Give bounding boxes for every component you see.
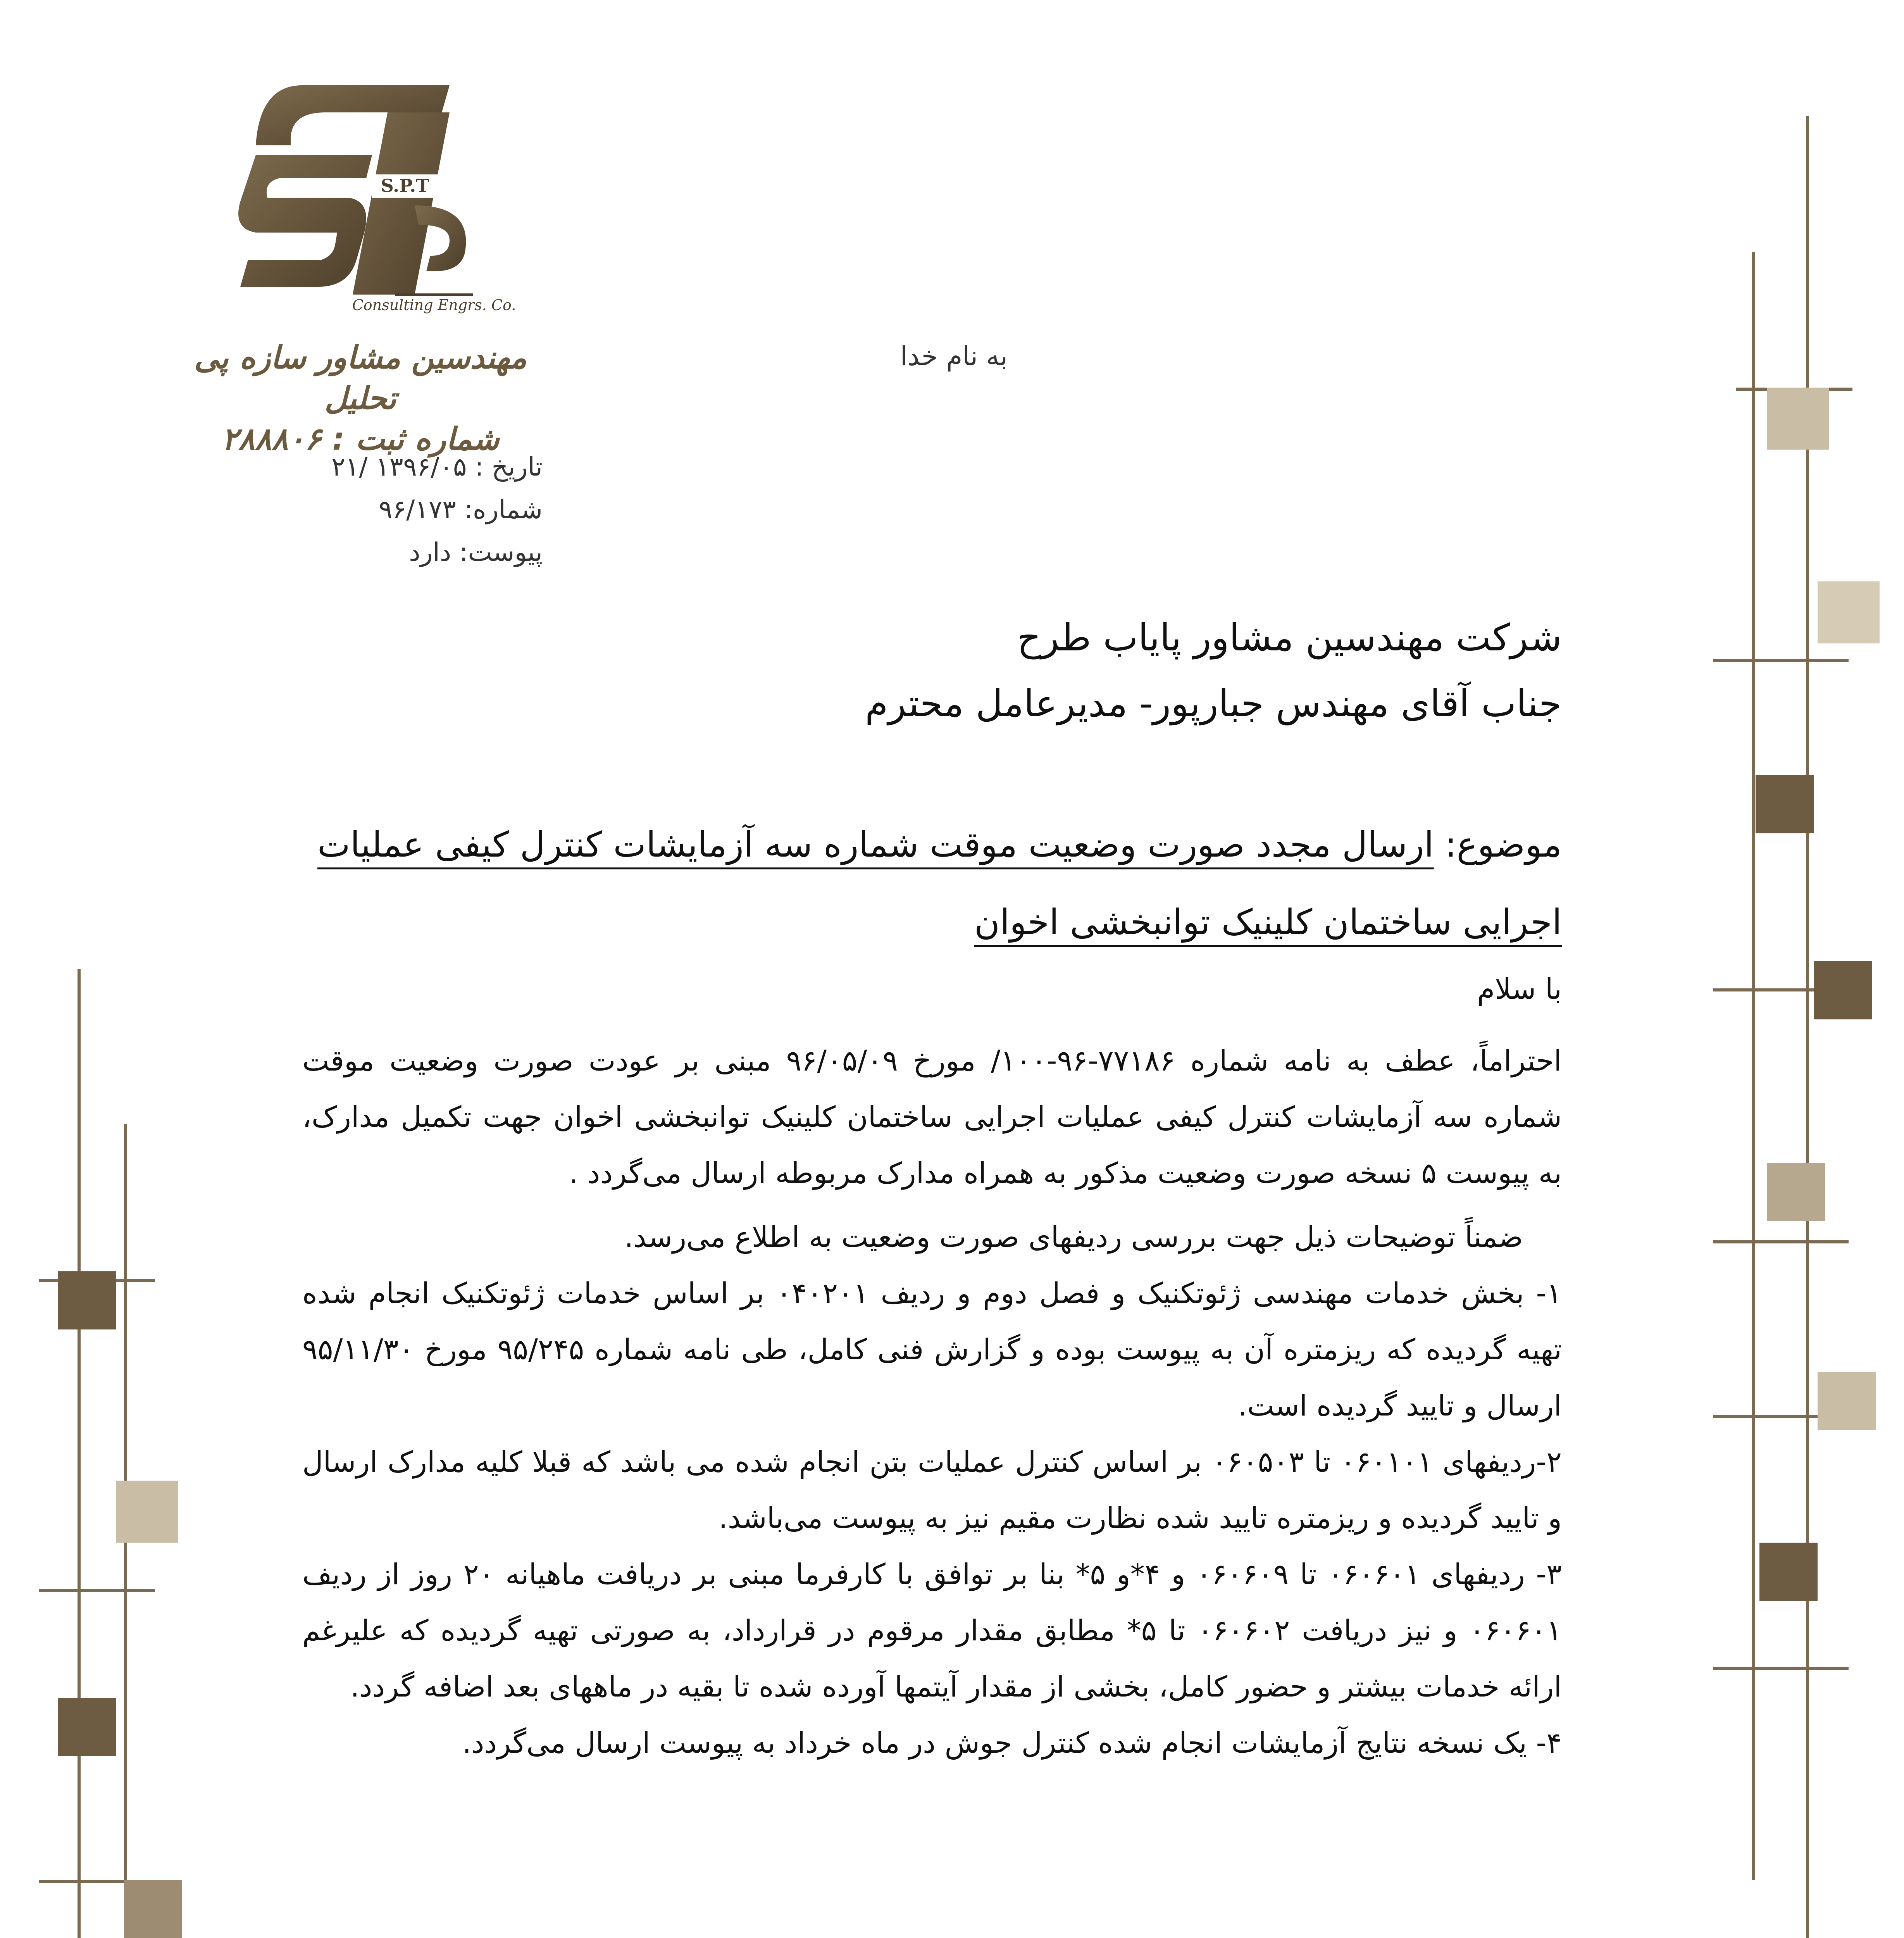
paragraph-1: احتراماً، عطف به نامه شماره ۷۷۱۸۶-۹۶-۱۰۰/ مورخ ۹۶/۰۵/۰۹ مبنی بر عودت صورت وضعیت موقت شماره سه آزمایشات کنترل کیفی عملیات اجرایی ساختمان کلینیک توانبخشی اخوان جهت تکمیل مدارک، به پیوست ۵ نسخه صورت وضعیت مذکور به همراه مدارک مربوطه ارسال می‌گردد . — [302, 1044, 1562, 1190]
decor-line — [1752, 252, 1755, 1880]
logo-tagline: Consulting Engrs. Co. — [352, 297, 516, 314]
letter-attachment: پیوست: دارد — [409, 537, 543, 567]
item-3: ۳- ردیفهای ۰۶۰۶۰۱ تا ۰۶۰۶۰۹ و ۴*و ۵* بنا بر توافق با کارفرما مبنی بر دریافت ماهیانه ۲۰ روز از ردیف ۰۶۰۶۰۱ و نیز دریافت ۰۶۰۶۰۲ تا ۵* مطابق مقدار مرقوم در قرارداد، به صورتی تهیه گردیده که علیرغم ارائه خدمات بیشتر و حضور کامل، بخشی از مقدار آیتمها آورده شده تا بقیه در ماههای بعد اضافه گردد. — [302, 1558, 1562, 1704]
decor-square — [58, 1271, 116, 1329]
decor-line — [1713, 1667, 1849, 1670]
decor-square — [1818, 581, 1880, 643]
recipient-person: جناب آقای مهندس جبارپور- مدیرعامل محترم — [865, 682, 1562, 725]
registration-number: شماره ثبت : ۲۸۸۸۰۶ — [221, 421, 500, 457]
letter-meta — [271, 446, 543, 574]
item-4: ۴- یک نسخه نتایج آزمایشات انجام شده کنترل جوش در ماه خرداد به پیوست ارسال می‌گردد. — [462, 1726, 1562, 1760]
subject-line-2 — [310, 884, 1562, 961]
greeting: با سلام — [1477, 972, 1562, 1006]
paragraph-2: ضمناً توضیحات ذیل جهت بررسی ردیفهای صورت وضعیت به اطلاع می‌رسد. — [624, 1221, 1523, 1254]
decor-square — [1767, 1163, 1825, 1221]
decor-line — [39, 1589, 155, 1592]
subject-label: موضوع: — [1445, 824, 1562, 865]
decor-square — [1756, 775, 1814, 833]
decor-square — [58, 1698, 116, 1756]
subject-block — [310, 806, 1562, 961]
item-1: ۱- بخش خدمات مهندسی ژئوتکنیک و فصل دوم و ردیف ۰۴۰۲۰۱ بر اساس خدمات ژئوتکنیک انجام شده تهیه گردیده که ریزمتره آن به پیوست بوده و گزارش فنی کامل، طی نامه شماره ۹۵/۲۴۵ مورخ ۹۵/۱۱/۳۰ ارسال و تایید گردیده است. — [302, 1277, 1562, 1422]
decor-line — [78, 969, 81, 1938]
decor-square — [1814, 961, 1872, 1019]
recipient-company: شرکت مهندسین مشاور پایاب طرح — [1017, 616, 1562, 659]
decor-square — [116, 1481, 178, 1543]
logo-caption — [167, 337, 554, 459]
company-name: مهندسین مشاور سازه پی تحلیل — [194, 340, 527, 416]
letter-body — [302, 961, 1562, 1771]
decor-line — [1713, 1240, 1849, 1243]
bename-heading: به نام خدا — [900, 341, 1008, 372]
recipient-block — [736, 605, 1562, 736]
subject-text-2: اجرایی ساختمان کلینیک توانبخشی اخوان — [974, 902, 1562, 943]
subject-text-1: ارسال مجدد صورت وضعیت موقت شماره سه آزمایشات کنترل کیفی عملیات — [317, 824, 1434, 865]
subject-line-1 — [310, 806, 1562, 884]
decor-square — [1767, 388, 1829, 450]
logo-mark-text: S.P.T — [381, 175, 429, 196]
decor-square — [1818, 1372, 1876, 1430]
spt-logo-icon — [233, 78, 516, 318]
item-2: ۲-ردیفهای ۰۶۰۱۰۱ تا ۰۶۰۵۰۳ بر اساس کنترل عملیات بتن انجام شده می باشد که قبلا کلیه مدارک ارسال و تایید گردیده و ریزمتره تایید شده نظارت مقیم نیز به پیوست می‌باشد. — [302, 1445, 1562, 1535]
decor-line — [1713, 659, 1849, 662]
decor-square — [1759, 1543, 1818, 1601]
letter-number: شماره: ۹۶/۱۷۳ — [379, 495, 543, 524]
letter-date: تاریخ : ۱۳۹۶/۰۵ /۲۱ — [331, 452, 543, 482]
decor-square — [124, 1880, 182, 1938]
